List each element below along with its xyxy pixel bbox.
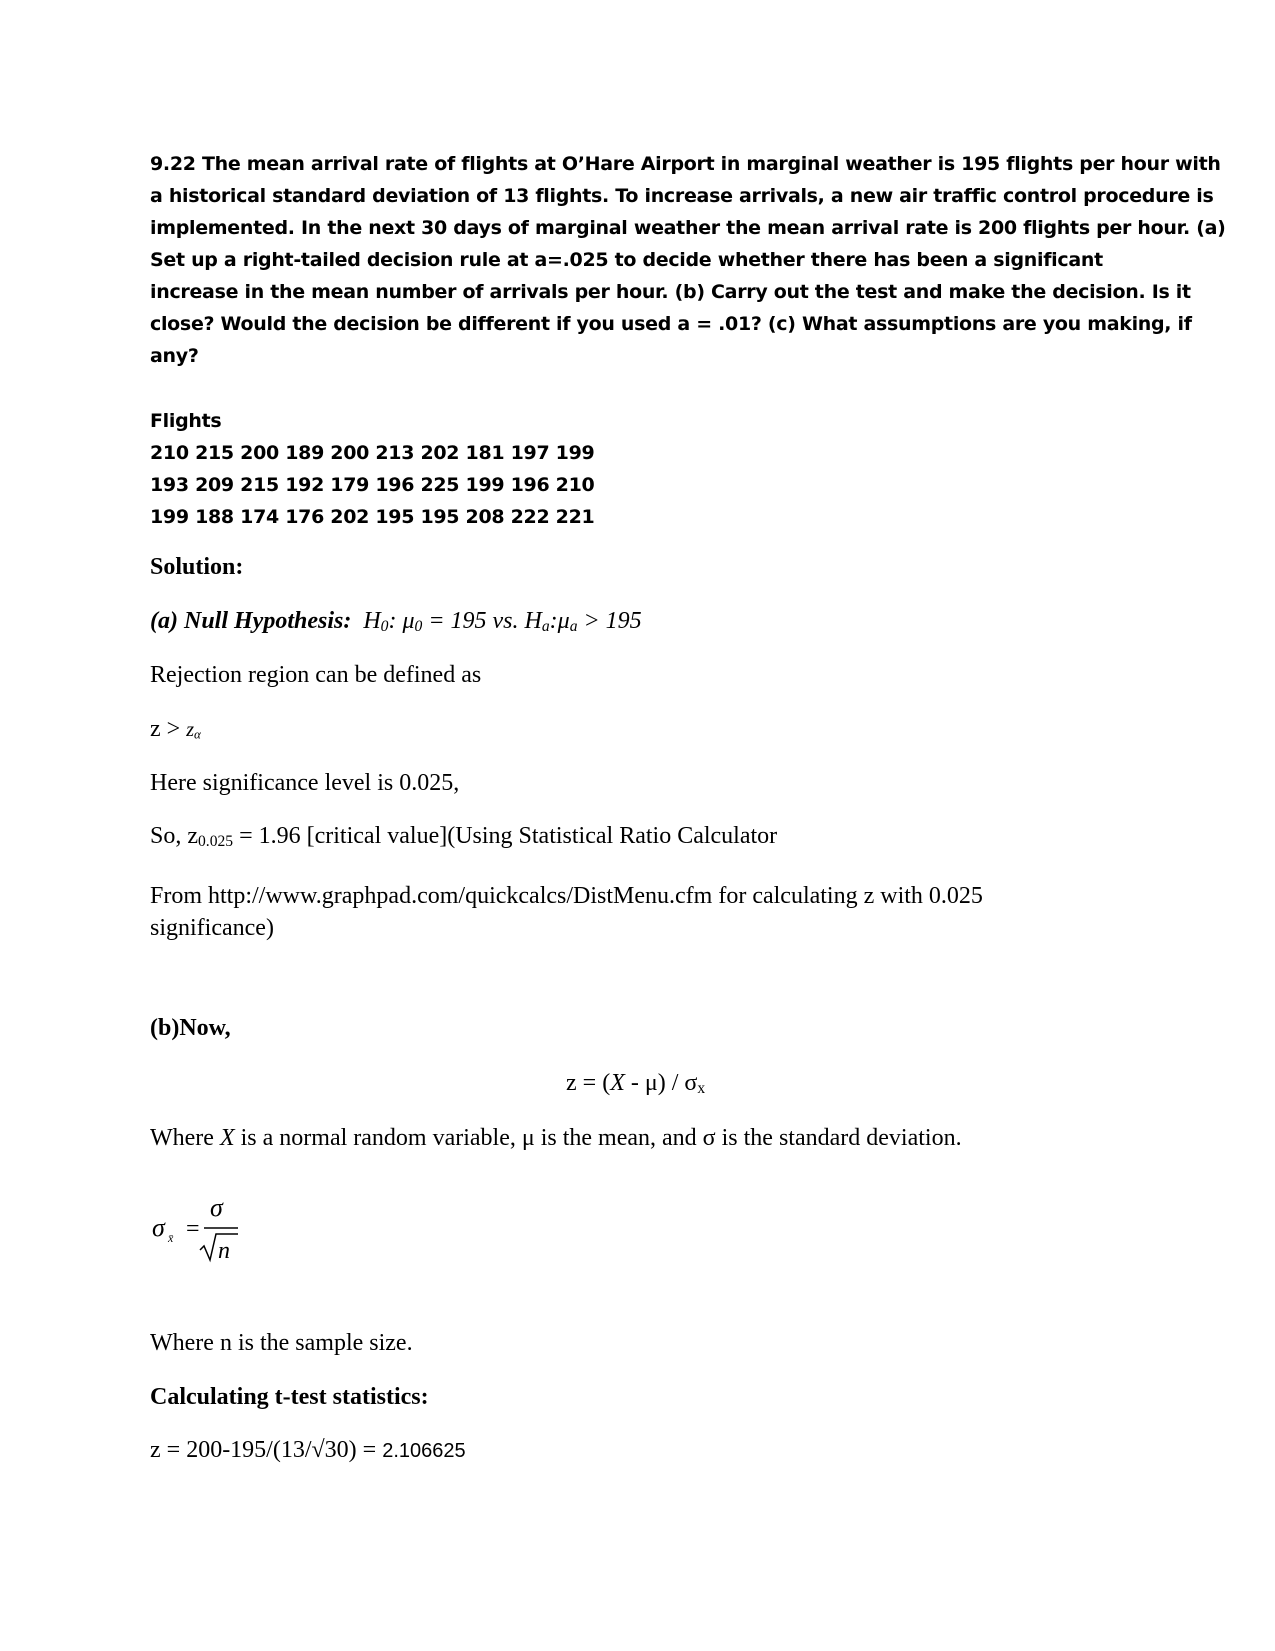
sigma-denominator: n — [218, 1238, 230, 1264]
ha-value: > 195 — [577, 608, 642, 634]
critical-rest: = 1.96 [critical value](Using Statistical Ratio Calculator — [233, 823, 778, 849]
z-gt: z > — [150, 716, 187, 742]
where-x: X — [219, 1125, 235, 1151]
source-line: From http://www.graphpad.com/quickcalcs/DistMenu.cfm for calculating z with 0.025 — [150, 883, 983, 909]
rejection-rule — [150, 716, 201, 743]
mu-symbol: : μ — [388, 608, 415, 634]
standard-error-formula — [150, 1190, 260, 1270]
flights-row: 210 215 200 189 200 213 202 181 197 199 — [150, 442, 595, 464]
h0-subscript: 0 — [380, 618, 389, 636]
z-formula-pre: z = ( — [566, 1070, 611, 1096]
alpha-subscript: α — [193, 726, 201, 742]
problem-line: increase in the mean number of arrivals per hour. (b) Carry out the test and make the decision. Is it — [150, 281, 1191, 303]
sigma-lhs: σ — [152, 1213, 165, 1242]
where-pre: Where — [150, 1125, 220, 1151]
problem-line: a historical standard deviation of 13 flights. To increase arrivals, a new air traffic control procedure is — [150, 185, 1214, 207]
significance-level: Here significance level is 0.025, — [150, 770, 460, 796]
ha-subscript: a — [541, 618, 550, 636]
sigma-lhs-subscript: x̄ — [168, 1231, 174, 1245]
problem-line: 9.22 The mean arrival rate of flights at O’Hare Airport in marginal weather is 195 flights per hour with — [150, 153, 1221, 175]
calc-heading: Calculating t-test statistics: — [150, 1384, 429, 1410]
flights-row: 193 209 215 192 179 196 225 199 196 210 — [150, 474, 595, 496]
null-hypothesis — [150, 608, 642, 636]
variable-definition — [150, 1125, 962, 1152]
mua-subscript: a — [569, 618, 578, 636]
mu0-subscript: 0 — [414, 618, 423, 636]
flights-data — [150, 405, 594, 533]
critical-value — [150, 823, 777, 851]
source-note — [150, 880, 983, 944]
z-result — [150, 1437, 466, 1464]
problem-line: Set up a right-tailed decision rule at a=.025 to decide whether there has been a significant — [150, 249, 1103, 271]
part-b-heading: (b)Now, — [150, 1015, 231, 1041]
problem-line: implemented. In the next 30 days of marginal weather the mean arrival rate is 200 flights per hour. (a) — [150, 217, 1226, 239]
z-alpha: z — [186, 719, 194, 741]
problem-line: close? Would the decision be different if you used a = .01? (c) What assumptions are you making, if — [150, 313, 1192, 335]
z-formula — [566, 1070, 705, 1098]
critical-prefix: So, z — [150, 823, 198, 849]
sigma-numerator: σ — [210, 1193, 223, 1222]
h0-symbol: H — [363, 608, 381, 634]
z-result-expr: z = 200-195/(13/√30) = — [150, 1437, 383, 1463]
z-formula-x: X — [610, 1070, 625, 1096]
sample-size-definition: Where n is the sample size. — [150, 1330, 413, 1356]
source-line: significance) — [150, 915, 274, 941]
null-hypothesis-label: (a) Null Hypothesis: — [150, 608, 352, 634]
sigma-equals: = — [186, 1216, 200, 1242]
solution-heading: Solution: — [150, 554, 244, 580]
z-formula-subscript: x — [697, 1080, 706, 1098]
flights-row: 199 188 174 176 202 195 195 208 222 221 — [150, 506, 595, 528]
problem-statement — [150, 148, 1226, 372]
mua-symbol: :μ — [549, 608, 570, 634]
rejection-region-text: Rejection region can be defined as — [150, 662, 482, 688]
critical-subscript: 0.025 — [198, 833, 234, 851]
h0-value: = 195 vs. H — [422, 608, 542, 634]
flights-heading: Flights — [150, 410, 222, 432]
z-formula-post: - μ) / σ — [624, 1070, 698, 1096]
z-result-value: 2.106625 — [382, 1440, 466, 1462]
where-post: is a normal random variable, μ is the mean, and σ is the standard deviation. — [234, 1125, 962, 1151]
problem-line: any? — [150, 345, 199, 367]
